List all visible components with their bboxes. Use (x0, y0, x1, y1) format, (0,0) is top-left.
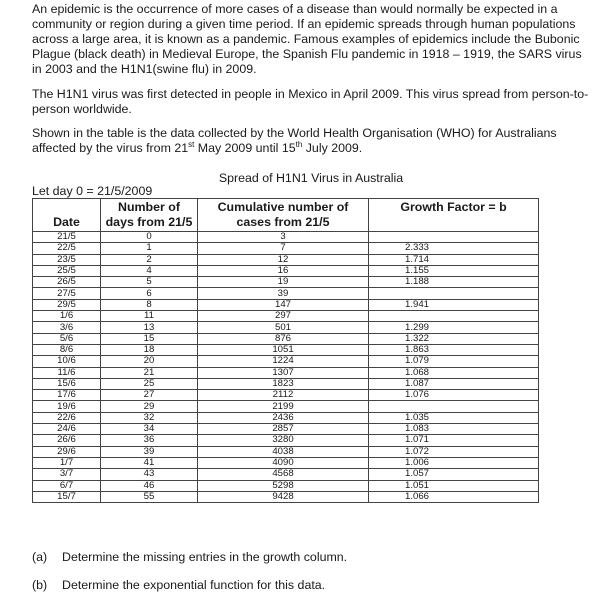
days-cell: 41 (101, 457, 198, 468)
date-cell: 17/6 (33, 390, 101, 401)
days-cell: 1 (101, 243, 198, 254)
ordinal-th: th (295, 139, 303, 149)
days-cell: 11 (101, 311, 198, 322)
growth-factor-cell: 1.155 (369, 265, 539, 276)
growth-factor-cell: 1.087 (369, 378, 539, 389)
question-b-text: Determine the exponential function for this data. (62, 578, 326, 592)
days-cell: 13 (101, 322, 198, 333)
who-text-b: May 2009 until 15 (194, 141, 296, 155)
growth-factor-cell: 1.941 (369, 299, 539, 310)
growth-factor-cell: 1.066 (369, 491, 539, 502)
date-cell: 6/7 (33, 480, 101, 491)
growth-factor-cell: 1.072 (369, 446, 539, 457)
who-text-a: Shown in the table is the data collected by the World Health Organisation (WHO) for Australians affected by the virus from 21 (32, 126, 557, 155)
cumulative-cell: 5298 (198, 480, 369, 491)
growth-factor-cell: 1.079 (369, 356, 539, 367)
cumulative-cell: 16 (198, 265, 369, 276)
days-cell: 0 (101, 232, 198, 243)
growth-factor-cell (369, 401, 539, 412)
date-cell: 3/6 (33, 322, 101, 333)
table-row (33, 412, 539, 423)
table-row (33, 390, 539, 401)
growth-factor-cell: 1.083 (369, 424, 539, 435)
table-row (33, 288, 539, 299)
days-cell: 8 (101, 299, 198, 310)
who-paragraph (32, 126, 592, 156)
growth-factor-cell: 1.076 (369, 390, 539, 401)
date-cell: 5/6 (33, 333, 101, 344)
cumulative-cell: 4090 (198, 457, 369, 468)
header-days: Number of days from 21/5 (101, 199, 198, 232)
table-row (33, 254, 539, 265)
days-cell: 25 (101, 378, 198, 389)
growth-factor-cell (369, 311, 539, 322)
days-cell: 39 (101, 446, 198, 457)
cumulative-cell: 12 (198, 254, 369, 265)
h1n1-data-table (32, 198, 539, 503)
days-cell: 46 (101, 480, 198, 491)
cumulative-cell: 3 (198, 232, 369, 243)
cumulative-cell: 1051 (198, 344, 369, 355)
cumulative-cell: 3280 (198, 435, 369, 446)
table-row (33, 333, 539, 344)
table-row (33, 299, 539, 310)
growth-factor-cell: 1.299 (369, 322, 539, 333)
days-cell: 27 (101, 390, 198, 401)
growth-factor-cell: 1.322 (369, 333, 539, 344)
cumulative-cell: 2199 (198, 401, 369, 412)
date-cell: 22/5 (33, 243, 101, 254)
date-cell: 29/5 (33, 299, 101, 310)
table-row (33, 401, 539, 412)
cumulative-cell: 2436 (198, 412, 369, 423)
cumulative-cell: 1823 (198, 378, 369, 389)
h1n1-paragraph: The H1N1 virus was first detected in people in Mexico in April 2009. This virus spread from person-to-person worldwide. (32, 87, 589, 116)
table-row (33, 469, 539, 480)
date-cell: 10/6 (33, 356, 101, 367)
header-date: Date (33, 199, 101, 232)
date-cell: 19/6 (33, 401, 101, 412)
question-b (32, 578, 325, 592)
days-cell: 32 (101, 412, 198, 423)
ordinal-st: st (188, 139, 195, 149)
days-cell: 55 (101, 491, 198, 502)
days-cell: 6 (101, 288, 198, 299)
day-zero-note: Let day 0 = 21/5/2009 (32, 184, 153, 198)
growth-factor-cell (369, 232, 539, 243)
growth-factor-cell: 1.051 (369, 480, 539, 491)
days-cell: 43 (101, 469, 198, 480)
growth-factor-cell: 1.188 (369, 277, 539, 288)
date-cell: 26/6 (33, 435, 101, 446)
table-row (33, 277, 539, 288)
growth-factor-cell: 1.035 (369, 412, 539, 423)
table-row (33, 480, 539, 491)
date-cell: 22/6 (33, 412, 101, 423)
days-cell: 5 (101, 277, 198, 288)
table-row (33, 435, 539, 446)
cumulative-cell: 1224 (198, 356, 369, 367)
days-cell: 20 (101, 356, 198, 367)
table-row (33, 322, 539, 333)
growth-factor-cell: 1.006 (369, 457, 539, 468)
cumulative-cell: 297 (198, 311, 369, 322)
question-a-text: Determine the missing entries in the growth column. (62, 550, 348, 564)
cumulative-cell: 876 (198, 333, 369, 344)
days-cell: 21 (101, 367, 198, 378)
days-cell: 36 (101, 435, 198, 446)
days-cell: 4 (101, 265, 198, 276)
cumulative-cell: 4568 (198, 469, 369, 480)
cumulative-cell: 1307 (198, 367, 369, 378)
days-cell: 34 (101, 424, 198, 435)
table-title: Spread of H1N1 Virus in Australia (218, 171, 404, 185)
days-cell: 2 (101, 254, 198, 265)
date-cell: 3/7 (33, 469, 101, 480)
table-row (33, 356, 539, 367)
growth-factor-cell: 1.068 (369, 367, 539, 378)
question-b-label: (b) (32, 578, 48, 592)
growth-factor-cell: 1.863 (369, 344, 539, 355)
header-cumulative: Cumulative number of cases from 21/5 (198, 199, 369, 232)
cumulative-cell: 501 (198, 322, 369, 333)
date-cell: 26/5 (33, 277, 101, 288)
date-cell: 11/6 (33, 367, 101, 378)
date-cell: 25/5 (33, 265, 101, 276)
growth-factor-cell: 1.071 (369, 435, 539, 446)
table-row (33, 446, 539, 457)
table-row (33, 457, 539, 468)
cumulative-cell: 2857 (198, 424, 369, 435)
table-row (33, 265, 539, 276)
date-cell: 27/5 (33, 288, 101, 299)
days-cell: 15 (101, 333, 198, 344)
cumulative-cell: 19 (198, 277, 369, 288)
cumulative-cell: 7 (198, 243, 369, 254)
cumulative-cell: 9428 (198, 491, 369, 502)
date-cell: 15/6 (33, 378, 101, 389)
date-cell: 1/6 (33, 311, 101, 322)
table-row (33, 344, 539, 355)
table-row (33, 491, 539, 502)
cumulative-cell: 4038 (198, 446, 369, 457)
date-cell: 15/7 (33, 491, 101, 502)
cumulative-cell: 2112 (198, 390, 369, 401)
growth-factor-cell: 1.714 (369, 254, 539, 265)
intro-paragraph: An epidemic is the occurrence of more cases of a disease than would normally be expected in a community or region during a given time period. If an epidemic spreads through human populations across a large area, it is known as a pandemic. Famous examples of epidemics include the Bubonic Plague (black death) in Medieval Europe, the Spanish Flu pandemic in 1918 – 1919, the SARS virus in 2003 and the H1N1(swine flu) in 2009. (32, 2, 582, 76)
who-text-c: July 2009. (302, 141, 363, 155)
date-cell: 23/5 (33, 254, 101, 265)
table-row (33, 243, 539, 254)
table-row (33, 378, 539, 389)
date-cell: 24/6 (33, 424, 101, 435)
date-cell: 1/7 (33, 457, 101, 468)
days-cell: 18 (101, 344, 198, 355)
growth-factor-cell (369, 288, 539, 299)
date-cell: 21/5 (33, 232, 101, 243)
question-a-label: (a) (32, 550, 48, 564)
date-cell: 29/6 (33, 446, 101, 457)
table-row (33, 424, 539, 435)
header-growth-factor: Growth Factor = b (369, 199, 539, 232)
cumulative-cell: 147 (198, 299, 369, 310)
question-a (32, 550, 347, 564)
table-row (33, 367, 539, 378)
table-row (33, 232, 539, 243)
table-row (33, 311, 539, 322)
cumulative-cell: 39 (198, 288, 369, 299)
table-body (33, 232, 539, 503)
date-cell: 8/6 (33, 344, 101, 355)
growth-factor-cell: 2.333 (369, 243, 539, 254)
growth-factor-cell: 1.057 (369, 469, 539, 480)
days-cell: 29 (101, 401, 198, 412)
table-header-row (33, 199, 539, 232)
